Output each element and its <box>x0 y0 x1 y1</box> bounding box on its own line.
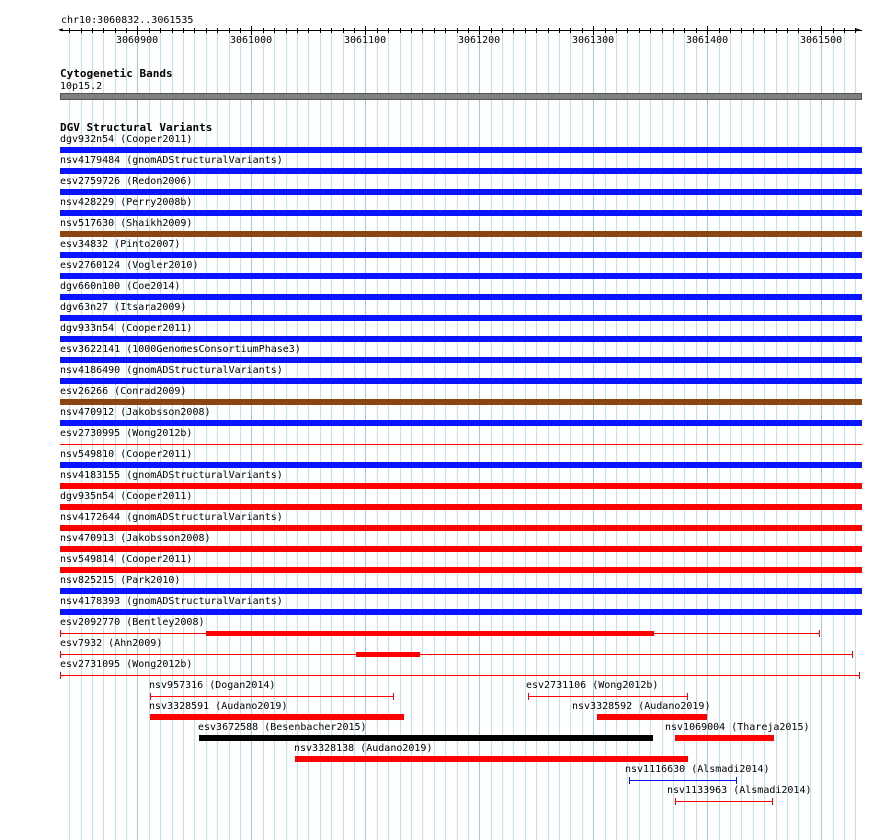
ruler-left-arrow-icon: ◄ <box>58 25 63 34</box>
ruler-minor-tick <box>673 28 674 33</box>
variant-bar[interactable] <box>60 231 862 237</box>
variant-label[interactable]: nsv825215 (Park2010) <box>60 575 181 586</box>
variant-label[interactable]: nsv957316 (Dogan2014) <box>149 680 276 691</box>
ruler-minor-tick <box>650 28 651 33</box>
variant-label[interactable]: nsv1133963 (Alsmadi2014) <box>667 785 812 796</box>
ruler-minor-tick <box>103 28 104 33</box>
ruler-tick-label: 3061200 <box>458 35 501 46</box>
ruler-minor-tick <box>240 28 241 33</box>
variant-label[interactable]: nsv4178393 (gnomADStructuralVariants) <box>60 596 283 607</box>
variant-label[interactable]: nsv4183155 (gnomADStructuralVariants) <box>60 470 283 481</box>
ruler-major-tick <box>593 26 594 35</box>
variant-label[interactable]: esv3622141 (1000GenomesConsortiumPhase3) <box>60 344 301 355</box>
cytoband-label: 10p15.2 <box>60 81 103 92</box>
ruler-minor-tick <box>126 28 127 33</box>
variant-label[interactable]: nsv517630 (Shaikh2009) <box>60 218 193 229</box>
variant-label[interactable]: dgv933n54 (Cooper2011) <box>60 323 193 334</box>
ruler-minor-tick <box>719 28 720 33</box>
variant-end-cap <box>393 693 394 700</box>
ruler-minor-tick <box>582 28 583 33</box>
variant-start-cap <box>150 693 151 700</box>
variant-label[interactable]: dgv660n100 (Coe2014) <box>60 281 181 292</box>
variant-bar[interactable] <box>295 756 688 762</box>
ruler-minor-tick <box>217 28 218 33</box>
ruler-minor-tick <box>491 28 492 33</box>
variant-label[interactable]: esv2092770 (Bentley2008) <box>60 617 205 628</box>
ruler-minor-tick <box>502 28 503 33</box>
variant-bar[interactable] <box>60 567 862 573</box>
variant-bar[interactable] <box>60 609 862 615</box>
variant-bar[interactable] <box>60 462 862 468</box>
ruler-minor-tick <box>183 28 184 33</box>
cytoband-track-title: Cytogenetic Bands <box>60 67 173 80</box>
ruler-minor-tick <box>833 28 834 33</box>
variant-bar[interactable] <box>60 588 862 594</box>
variant-label[interactable]: dgv63n27 (Itsara2009) <box>60 302 187 313</box>
ruler-minor-tick <box>81 28 82 33</box>
variant-bar[interactable] <box>150 714 404 720</box>
variant-label[interactable]: nsv3328138 (Audano2019) <box>294 743 433 754</box>
ruler-minor-tick <box>115 28 116 33</box>
ruler-minor-tick <box>206 28 207 33</box>
ruler-minor-tick <box>605 28 606 33</box>
variant-end-cap <box>819 630 820 637</box>
variant-start-cap <box>60 651 61 658</box>
variant-line[interactable] <box>60 444 862 445</box>
variant-end-cap <box>687 693 688 700</box>
variant-label[interactable]: nsv549814 (Cooper2011) <box>60 554 193 565</box>
variant-bar[interactable] <box>60 504 862 510</box>
ruler-major-tick <box>821 26 822 35</box>
variant-bar[interactable] <box>675 735 774 741</box>
variant-label[interactable]: nsv3328591 (Audano2019) <box>149 701 288 712</box>
variant-line[interactable] <box>528 696 687 697</box>
variant-label[interactable]: nsv4172644 (gnomADStructuralVariants) <box>60 512 283 523</box>
ruler-minor-tick <box>798 28 799 33</box>
cytoband-bar[interactable] <box>60 93 862 100</box>
variant-end-cap <box>772 798 773 805</box>
variant-bar[interactable] <box>60 168 862 174</box>
ruler-minor-tick <box>422 28 423 33</box>
variant-bar[interactable] <box>60 294 862 300</box>
ruler-minor-tick <box>92 28 93 33</box>
ruler-minor-tick <box>696 28 697 33</box>
ruler-minor-tick <box>434 28 435 33</box>
variant-line[interactable] <box>60 654 853 655</box>
variant-label[interactable]: esv2731095 (Wong2012b) <box>60 659 193 670</box>
ruler-minor-tick <box>149 28 150 33</box>
ruler-minor-tick <box>229 28 230 33</box>
variant-line[interactable] <box>629 780 737 781</box>
ruler-minor-tick <box>753 28 754 33</box>
ruler-minor-tick <box>616 28 617 33</box>
ruler-major-tick <box>137 26 138 35</box>
variant-label[interactable]: dgv932n54 (Cooper2011) <box>60 134 193 145</box>
variant-bar[interactable] <box>60 336 862 342</box>
ruler-tick-label: 3061000 <box>230 35 273 46</box>
variant-label[interactable]: nsv470912 (Jakobsson2008) <box>60 407 211 418</box>
ruler-minor-tick <box>411 28 412 33</box>
variant-bar[interactable] <box>199 735 653 741</box>
variant-start-cap <box>60 630 61 637</box>
ruler-minor-tick <box>274 28 275 33</box>
variant-label[interactable]: nsv4186490 (gnomADStructuralVariants) <box>60 365 283 376</box>
ruler-minor-tick <box>559 28 560 33</box>
ruler-minor-tick <box>513 28 514 33</box>
ruler-major-tick <box>479 26 480 35</box>
ruler-minor-tick <box>343 28 344 33</box>
ruler-minor-tick <box>536 28 537 33</box>
ruler-minor-tick <box>468 28 469 33</box>
region-label: chr10:3060832..3061535 <box>61 15 194 26</box>
ruler-minor-tick <box>160 28 161 33</box>
variant-end-cap <box>736 777 737 784</box>
variant-start-cap <box>675 798 676 805</box>
ruler-minor-tick <box>855 28 856 33</box>
variant-label[interactable]: nsv549810 (Cooper2011) <box>60 449 193 460</box>
ruler-minor-tick <box>354 28 355 33</box>
ruler-minor-tick <box>662 28 663 33</box>
ruler-minor-tick <box>388 28 389 33</box>
variant-core-bar[interactable] <box>206 631 654 636</box>
ruler-minor-tick <box>844 28 845 33</box>
variant-line[interactable] <box>60 675 860 676</box>
ruler-minor-tick <box>787 28 788 33</box>
ruler-minor-tick <box>457 28 458 33</box>
ruler-major-tick <box>707 26 708 35</box>
variant-label[interactable]: dgv935n54 (Cooper2011) <box>60 491 193 502</box>
ruler-minor-tick <box>308 28 309 33</box>
variant-label[interactable]: nsv3328592 (Audano2019) <box>572 701 711 712</box>
ruler-minor-tick <box>741 28 742 33</box>
variant-start-cap <box>629 777 630 784</box>
variant-label[interactable]: esv26266 (Conrad2009) <box>60 386 187 397</box>
variant-end-cap <box>852 651 853 658</box>
ruler-minor-tick <box>776 28 777 33</box>
variant-label[interactable]: esv2760124 (Vogler2010) <box>60 260 199 271</box>
variant-bar[interactable] <box>60 420 862 426</box>
variant-bar[interactable] <box>60 252 862 258</box>
ruler-major-tick <box>251 26 252 35</box>
ruler-minor-tick <box>320 28 321 33</box>
variant-label[interactable]: esv34832 (Pinto2007) <box>60 239 181 250</box>
ruler-minor-tick <box>263 28 264 33</box>
variant-label[interactable]: esv7932 (Ahn2009) <box>60 638 163 649</box>
variant-bar[interactable] <box>60 210 862 216</box>
variant-label[interactable]: esv2731106 (Wong2012b) <box>526 680 659 691</box>
ruler-minor-tick <box>172 28 173 33</box>
ruler-tick-label: 3060900 <box>116 35 159 46</box>
variant-bar[interactable] <box>60 273 862 279</box>
variant-label[interactable]: esv2730995 (Wong2012b) <box>60 428 193 439</box>
variant-bar[interactable] <box>60 546 862 552</box>
ruler-right-arrow-icon: ► <box>856 25 861 34</box>
ruler-minor-tick <box>684 28 685 33</box>
ruler-tick-label: 3061300 <box>572 35 615 46</box>
variant-bar[interactable] <box>60 315 862 321</box>
ruler-minor-tick <box>297 28 298 33</box>
variant-end-cap <box>859 672 860 679</box>
variant-label[interactable]: nsv4179484 (gnomADStructuralVariants) <box>60 155 283 166</box>
ruler-major-tick <box>365 26 366 35</box>
ruler-minor-tick <box>445 28 446 33</box>
variant-line[interactable] <box>675 801 773 802</box>
variant-label[interactable]: esv3672588 (Besenbacher2015) <box>198 722 367 733</box>
ruler-minor-tick <box>764 28 765 33</box>
variant-label[interactable]: nsv470913 (Jakobsson2008) <box>60 533 211 544</box>
variant-label[interactable]: nsv428229 (Perry2008b) <box>60 197 193 208</box>
ruler-minor-tick <box>377 28 378 33</box>
ruler-minor-tick <box>639 28 640 33</box>
ruler-tick-label: 3061500 <box>800 35 843 46</box>
variant-start-cap <box>60 672 61 679</box>
variant-bar[interactable] <box>60 483 862 489</box>
variant-bar[interactable] <box>60 378 862 384</box>
variant-bar[interactable] <box>60 189 862 195</box>
ruler-minor-tick <box>730 28 731 33</box>
ruler-minor-tick <box>69 28 70 33</box>
ruler-minor-tick <box>194 28 195 33</box>
variant-bar[interactable] <box>597 714 707 720</box>
ruler-minor-tick <box>548 28 549 33</box>
variant-bar[interactable] <box>60 147 862 153</box>
ruler-tick-label: 3061400 <box>686 35 729 46</box>
variant-bar[interactable] <box>60 399 862 405</box>
variant-line[interactable] <box>150 696 394 697</box>
ruler-minor-tick <box>525 28 526 33</box>
ruler-minor-tick <box>400 28 401 33</box>
variant-start-cap <box>528 693 529 700</box>
ruler-minor-tick <box>286 28 287 33</box>
variant-label[interactable]: nsv1116630 (Alsmadi2014) <box>625 764 770 775</box>
dgv-track-title: DGV Structural Variants <box>60 121 213 134</box>
ruler-minor-tick <box>331 28 332 33</box>
variant-bar[interactable] <box>60 525 862 531</box>
ruler-minor-tick <box>810 28 811 33</box>
ruler-minor-tick <box>627 28 628 33</box>
variant-label[interactable]: nsv1069004 (Thareja2015) <box>665 722 810 733</box>
ruler-tick-label: 3061100 <box>344 35 387 46</box>
variant-bar[interactable] <box>60 357 862 363</box>
variant-label[interactable]: esv2759726 (Redon2006) <box>60 176 193 187</box>
variant-core-bar[interactable] <box>356 652 420 657</box>
ruler-minor-tick <box>570 28 571 33</box>
